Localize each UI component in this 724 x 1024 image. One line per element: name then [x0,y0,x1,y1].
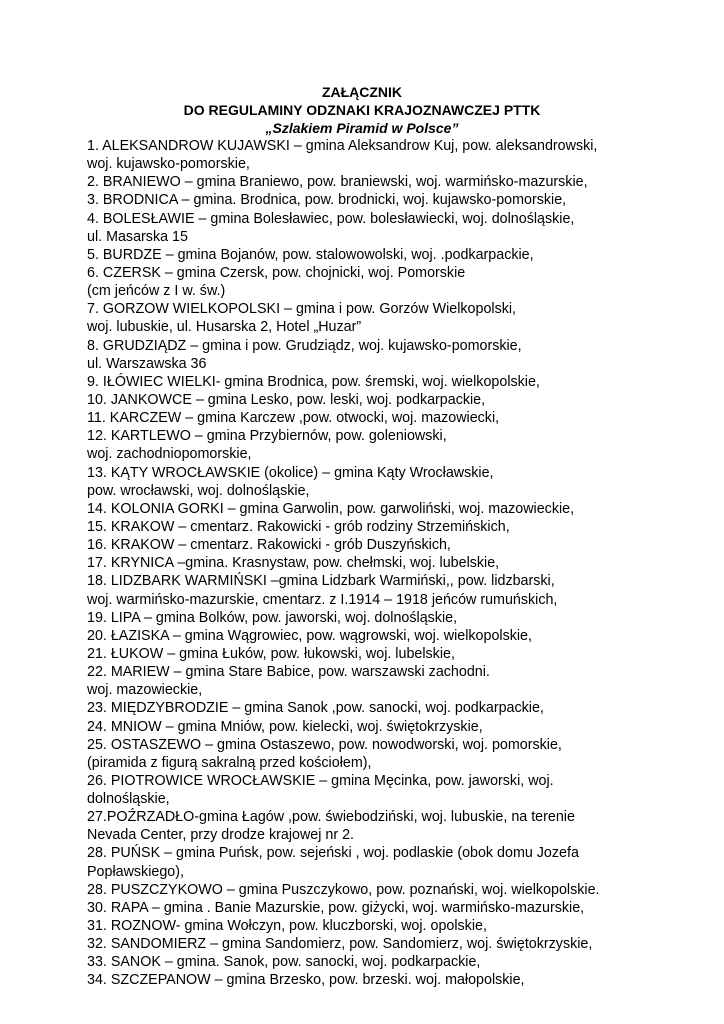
list-item-line: 10. JANKOWCE – gmina Lesko, pow. leski, woj. podkarpackie, [87,391,486,408]
list-item-line: 5. BURDZE – gmina Bojanów, pow. stalowowolski, woj. .podkarpackie, [87,246,534,263]
list-item-line: 33. SANOK – gmina. Sanok, pow. sanocki, woj. podkarpackie, [87,954,481,971]
list-item-line: 22. MARIEW – gmina Stare Babice, pow. warszawski zachodni. [87,664,490,681]
list-item [87,736,712,772]
list-item-line: 30. RAPA – gmina . Banie Mazurskie, pow. giżycki, woj. warmińsko-mazurskie, [87,899,585,916]
list-item [87,663,712,699]
list-item-line: 8. GRUDZIĄDZ – gmina i pow. Grudziądz, woj. kujawsko-pomorskie, [87,337,522,354]
list-item [87,427,712,463]
list-item [87,917,712,935]
list-item-line: woj. mazowieckie, [87,682,203,699]
list-item-line: 34. SZCZEPANOW – gmina Brzesko, pow. brzeski. woj. małopolskie, [87,972,525,989]
list-item-line: Nevada Center, przy drodze krajowej nr 2. [87,827,355,844]
list-item-line: 13. KĄTY WROCŁAWSKIE (okolice) – gmina Kąty Wrocławskie, [87,464,494,481]
list-item-line: 18. LIDZBARK WARMIŃSKI –gmina Lidzbark Warmiński,, pow. lidzbarski, [87,573,555,590]
list-item-line: pow. wrocławski, woj. dolnośląskie, [87,482,310,499]
list-item-line: 25. OSTASZEWO – gmina Ostaszewo, pow. nowodworski, woj. pomorskie, [87,736,562,753]
location-list [87,137,712,990]
list-item [87,881,712,899]
list-item-line: 1. ALEKSANDROW KUJAWSKI – gmina Aleksandrow Kuj, pow. aleksandrowski, [87,138,598,154]
list-item [87,935,712,953]
list-item [87,464,712,500]
list-item-line: 3. BRODNICA – gmina. Brodnica, pow. brodnicki, woj. kujawsko-pomorskie, [87,192,567,209]
list-item-line: 32. SANDOMIERZ – gmina Sandomierz, pow. Sandomierz, woj. świętokrzyskie, [87,936,593,953]
list-item [87,391,712,409]
list-item-line: 17. KRYNICA –gmina. Krasnystaw, pow. chełmski, woj. lubelskie, [87,555,500,572]
list-item [87,210,712,246]
list-item [87,627,712,645]
list-item-line: woj. lubuskie, ul. Husarska 2, Hotel „Huzar” [87,319,362,336]
list-item-line: 26. PIOTROWICE WROCŁAWSKIE – gmina Męcinka, pow. jaworski, woj. [87,772,554,789]
list-item-line: woj. zachodniopomorskie, [87,446,252,463]
list-item [87,337,712,373]
list-item [87,554,712,572]
list-item-line: dolnośląskie, [87,791,170,808]
list-item [87,246,712,264]
list-item [87,899,712,917]
list-item-line: (piramida z figurą sakralną przed kościołem), [87,754,372,771]
list-item-line: 20. ŁAZISKA – gmina Wągrowiec, pow. wągrowski, woj. wielkopolskie, [87,627,532,644]
list-item-line: (cm jeńców z I w. św.) [87,283,226,300]
list-item-line: Popławskiego), [87,863,184,880]
list-item [87,137,712,173]
list-item [87,500,712,518]
list-item [87,409,712,427]
list-item-line: 4. BOLESŁAWIE – gmina Bolesławiec, pow. bolesławiecki, woj. dolnośląskie, [87,210,575,227]
list-item [87,264,712,300]
list-item-line: 16. KRAKOW – cmentarz. Rakowicki - grób Duszyńskich, [87,537,451,554]
list-item [87,300,712,336]
list-item [87,173,712,191]
list-item [87,953,712,971]
list-item-line: 23. MIĘDZYBRODZIE – gmina Sanok ,pow. sanocki, woj. podkarpackie, [87,700,544,717]
document-subtitle: DO REGULAMINY ODZNAKI KRAJOZNAWCZEJ PTTK [183,102,541,118]
list-item [87,645,712,663]
list-item-line: ul. Masarska 15 [87,228,188,245]
list-item-line: 14. KOLONIA GORKI – gmina Garwolin, pow. garwoliński, woj. mazowieckie, [87,500,575,517]
list-item-line: 6. CZERSK – gmina Czersk, pow. chojnicki, woj. Pomorskie [87,264,466,281]
list-item [87,971,712,989]
list-item-line: woj. warmińsko-mazurskie, cmentarz. z I.1914 – 1918 jeńców rumuńskich, [87,591,558,608]
list-item [87,191,712,209]
list-item-line: 27.POŹRZADŁO-gmina Łagów ,pow. świebodziński, woj. lubuskie, na terenie [87,809,575,826]
list-item-line: 2. BRANIEWO – gmina Braniewo, pow. braniewski, woj. warmińsko-mazurskie, [87,174,588,191]
list-item-line: 15. KRAKOW – cmentarz. Rakowicki - grób rodziny Strzemińskich, [87,518,510,535]
list-item [87,699,712,717]
list-item [87,609,712,627]
list-item-line: woj. kujawsko-pomorskie, [87,156,250,173]
list-item-line: 28. PUSZCZYKOWO – gmina Puszczykowo, pow. poznański, woj. wielkopolskie. [87,881,600,898]
badge-name: „Szlakiem Piramid w Polsce” [265,120,459,136]
list-item-line: 31. ROZNOW- gmina Wołczyn, pow. kluczborski, woj. opolskie, [87,918,487,935]
list-item [87,772,712,808]
list-item-line: 7. GORZOW WIELKOPOLSKI – gmina i pow. Gorzów Wielkopolski, [87,301,517,318]
list-item [87,718,712,736]
list-item [87,572,712,608]
list-item-line: 24. MNIOW – gmina Mniów, pow. kielecki, woj. świętokrzyskie, [87,718,483,735]
list-item [87,808,712,844]
list-item [87,844,712,880]
list-item-line: 19. LIPA – gmina Bolków, pow. jaworski, woj. dolnośląskie, [87,609,458,626]
list-item-line: 21. ŁUKOW – gmina Łuków, pow. łukowski, woj. lubelskie, [87,645,455,662]
list-item-line: ul. Warszawska 36 [87,355,207,372]
list-item-line: 12. KARTLEWO – gmina Przybiernów, pow. goleniowski, [87,428,447,445]
list-item [87,518,712,536]
list-item-line: 28. PUŃSK – gmina Puńsk, pow. sejeński , woj. podlaskie (obok domu Jozefa [87,845,579,862]
document-title: ZAŁĄCZNIK [321,84,403,100]
list-item [87,373,712,391]
list-item [87,536,712,554]
list-item-line: 11. KARCZEW – gmina Karczew ,pow. otwocki, woj. mazowiecki, [87,410,500,427]
list-item-line: 9. IŁÓWIEC WIELKI- gmina Brodnica, pow. śremski, woj. wielkopolskie, [87,373,540,390]
